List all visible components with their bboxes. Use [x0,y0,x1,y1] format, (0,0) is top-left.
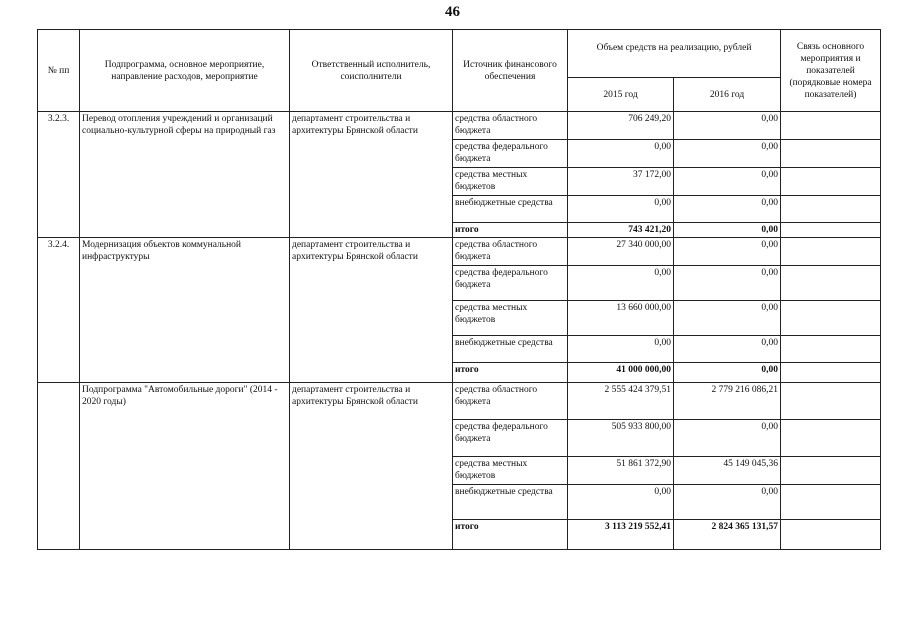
row-source: внебюджетные средства [453,196,568,223]
row-value-2016: 0,00 [674,140,781,168]
row-source: итого [453,223,568,238]
group-exec: департамент строительства и архитектуры Брянской области [290,112,453,238]
row-value-2016: 0,00 [674,112,781,140]
row-source: средства областного бюджета [453,383,568,420]
group-num: 3.2.4. [38,238,80,383]
header-volume: Объем средств на реализацию, рублей [568,30,781,78]
row-value-2015: 41 000 000,00 [568,363,674,383]
group-num [38,383,80,550]
row-value-2016: 0,00 [674,301,781,336]
row-value-2015: 0,00 [568,266,674,301]
row-source: средства федерального бюджета [453,420,568,457]
group-name: Перевод отопления учреждений и организаций социально-культурной сферы на природный газ [80,112,290,238]
group-num: 3.2.3. [38,112,80,238]
row-value-2016: 0,00 [674,168,781,196]
header-executor: Ответственный исполнитель, соисполнители [290,30,453,112]
row-value-2016: 0,00 [674,485,781,520]
row-link [781,520,881,550]
row-source: средства федерального бюджета [453,140,568,168]
group-name: Подпрограмма "Автомобильные дороги" (2014 - 2020 годы) [80,383,290,550]
row-source: средства областного бюджета [453,238,568,266]
header-link: Связь основного мероприятия и показателей (порядковые номера показателей) [781,30,881,112]
row-link [781,457,881,485]
row-value-2015: 0,00 [568,140,674,168]
row-link [781,363,881,383]
row-source: средства федерального бюджета [453,266,568,301]
table-row [38,112,881,140]
header-2015: 2015 год [568,78,674,112]
row-value-2015: 27 340 000,00 [568,238,674,266]
row-source: средства местных бюджетов [453,457,568,485]
row-link [781,301,881,336]
row-value-2015: 37 172,00 [568,168,674,196]
row-source: средства местных бюджетов [453,168,568,196]
row-source: средства местных бюджетов [453,301,568,336]
row-value-2016: 2 824 365 131,57 [674,520,781,550]
row-source: средства областного бюджета [453,112,568,140]
row-value-2016: 2 779 216 086,21 [674,383,781,420]
header-num: № пп [38,30,80,112]
row-value-2015: 13 660 000,00 [568,301,674,336]
table-row [38,383,881,420]
row-link [781,112,881,140]
row-value-2015: 3 113 219 552,41 [568,520,674,550]
row-value-2016: 0,00 [674,363,781,383]
row-value-2015: 706 249,20 [568,112,674,140]
row-source: внебюджетные средства [453,485,568,520]
row-link [781,420,881,457]
row-source: внебюджетные средства [453,336,568,363]
row-value-2015: 0,00 [568,485,674,520]
row-value-2015: 0,00 [568,336,674,363]
row-link [781,266,881,301]
group-exec: департамент строительства и архитектуры Брянской области [290,383,453,550]
row-value-2015: 51 861 372,90 [568,457,674,485]
header-2016: 2016 год [674,78,781,112]
row-link [781,168,881,196]
row-source: итого [453,520,568,550]
header-program: Подпрограмма, основное мероприятие, направление расходов, мероприятие [80,30,290,112]
row-value-2016: 0,00 [674,238,781,266]
budget-table [37,29,881,550]
group-name: Модернизация объектов коммунальной инфраструктуры [80,238,290,383]
row-link [781,383,881,420]
row-value-2016: 0,00 [674,266,781,301]
row-link [781,140,881,168]
row-value-2016: 45 149 045,36 [674,457,781,485]
row-value-2015: 743 421,20 [568,223,674,238]
row-link [781,196,881,223]
row-value-2015: 505 933 800,00 [568,420,674,457]
row-link [781,485,881,520]
row-value-2016: 0,00 [674,420,781,457]
row-link [781,238,881,266]
header-source: Источник финансового обеспечения [453,30,568,112]
row-value-2016: 0,00 [674,196,781,223]
row-link [781,223,881,238]
table-row [38,238,881,266]
row-link [781,336,881,363]
row-value-2016: 0,00 [674,336,781,363]
row-value-2015: 0,00 [568,196,674,223]
row-value-2015: 2 555 424 379,51 [568,383,674,420]
row-source: итого [453,363,568,383]
group-exec: департамент строительства и архитектуры Брянской области [290,238,453,383]
row-value-2016: 0,00 [674,223,781,238]
page-number: 46 [445,4,460,20]
